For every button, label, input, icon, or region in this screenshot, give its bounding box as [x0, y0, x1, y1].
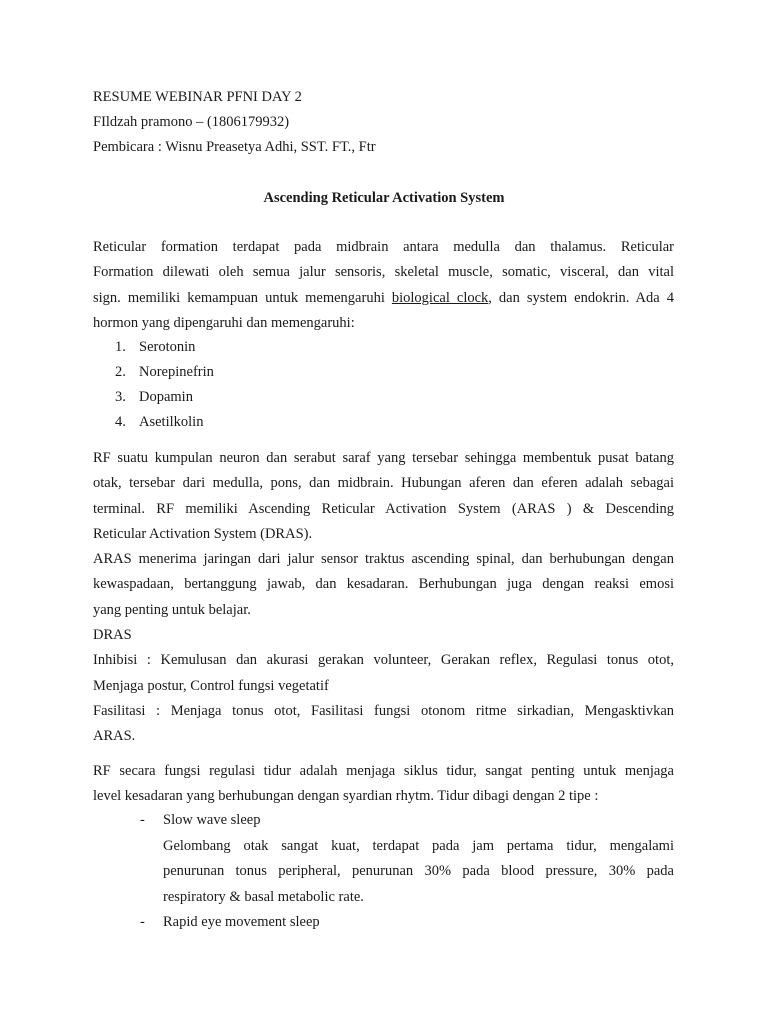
- slow-wave-line: respiratory & basal metabolic rate.: [163, 888, 364, 905]
- sleep-line: RF secara fungsi regulasi tidur adalah menjaga siklus tidur, sangat penting untuk menjaga: [93, 763, 674, 779]
- rf-line: RF suatu kumpulan neuron dan serabut saraf yang tersebar sehingga membentuk pusat batang: [93, 450, 674, 466]
- section-title: Ascending Reticular Activation System: [263, 190, 505, 206]
- aras-line: yang penting untuk belajar.: [93, 601, 251, 618]
- list-item-dopamin: Dopamin: [139, 389, 193, 405]
- list-number: 4.: [115, 414, 126, 430]
- list-dash: -: [140, 812, 145, 828]
- list-number: 1.: [115, 339, 126, 355]
- slow-wave-description: [163, 834, 674, 910]
- dras-section: [93, 623, 674, 749]
- aras-paragraph: [93, 547, 674, 623]
- slow-wave-line: Gelombang otak sangat kuat, terdapat pada jam pertama tidur, mengalami: [163, 838, 674, 854]
- list-item-serotonin: Serotonin: [139, 339, 196, 355]
- biological-clock-underlined: biological clock: [391, 289, 489, 306]
- aras-line: kewaspadaan, bertanggung jawab, dan kesadaran. Berhubungan juga dengan reaksi emosi: [93, 576, 674, 593]
- rf-line: terminal. RF memiliki Ascending Reticular Activation System (ARAS ) & Descending: [93, 500, 674, 517]
- sleep-line: level kesadaran yang berhubungan dengan syardian rhytm. Tidur dibagi dengan 2 tipe :: [93, 788, 599, 805]
- sleep-type-rem: Rapid eye movement sleep: [163, 914, 320, 930]
- intro-line: hormon yang dipengaruhi dan memengaruhi:: [93, 314, 355, 331]
- intro-text: , dan system endokrin. Ada 4: [488, 289, 674, 306]
- intro-text: sign. memiliki kemampuan untuk memengaruhi: [93, 289, 392, 306]
- list-item-asetilkolin: Asetilkolin: [139, 414, 204, 430]
- list-dash: -: [140, 914, 145, 930]
- intro-line: [93, 286, 674, 311]
- speaker-line: Pembicara : Wisnu Preasetya Adhi, SST. FT., Ftr: [93, 139, 376, 155]
- dras-inhibisi-line: Menjaga postur, Control fungsi vegetatif: [93, 677, 329, 694]
- aras-line: ARAS menerima jaringan dari jalur sensor traktus ascending spinal, dan berhubungan dengan: [93, 551, 674, 567]
- rf-line: otak, tersebar dari medulla, pons, dan midbrain. Hubungan aferen dan eferen adalah sebagai: [93, 475, 674, 492]
- list-item-norepinefrin: Norepinefrin: [139, 364, 214, 380]
- intro-paragraph: [93, 235, 674, 336]
- slow-wave-line: penurunan tonus peripheral, penurunan 30% pada blood pressure, 30% pada: [163, 863, 674, 880]
- sleep-type-slow-wave: Slow wave sleep: [163, 812, 261, 828]
- intro-line: Formation dilewati oleh semua jalur sensoris, skeletal muscle, somatic, visceral, dan vital: [93, 264, 674, 281]
- dras-inhibisi-line: Inhibisi : Kemulusan dan akurasi gerakan volunteer, Gerakan reflex, Regulasi tonus otot,: [93, 652, 674, 669]
- list-number: 3.: [115, 389, 126, 405]
- author-line: FIldzah pramono – (1806179932): [93, 114, 290, 130]
- sleep-paragraph: [93, 759, 674, 810]
- intro-line: Reticular formation terdapat pada midbrain antara medulla dan thalamus. Reticular: [93, 239, 674, 255]
- dras-fasilitasi-line: Fasilitasi : Menjaga tonus otot, Fasilitasi fungsi otonom ritme sirkadian, Mengasktivkan: [93, 702, 674, 719]
- document-heading: RESUME WEBINAR PFNI DAY 2: [93, 89, 302, 105]
- rf-paragraph: [93, 446, 674, 547]
- rf-line: Reticular Activation System (DRAS).: [93, 525, 313, 542]
- dras-heading: DRAS: [93, 627, 132, 643]
- dras-fasilitasi-line: ARAS.: [93, 728, 136, 745]
- list-number: 2.: [115, 364, 126, 380]
